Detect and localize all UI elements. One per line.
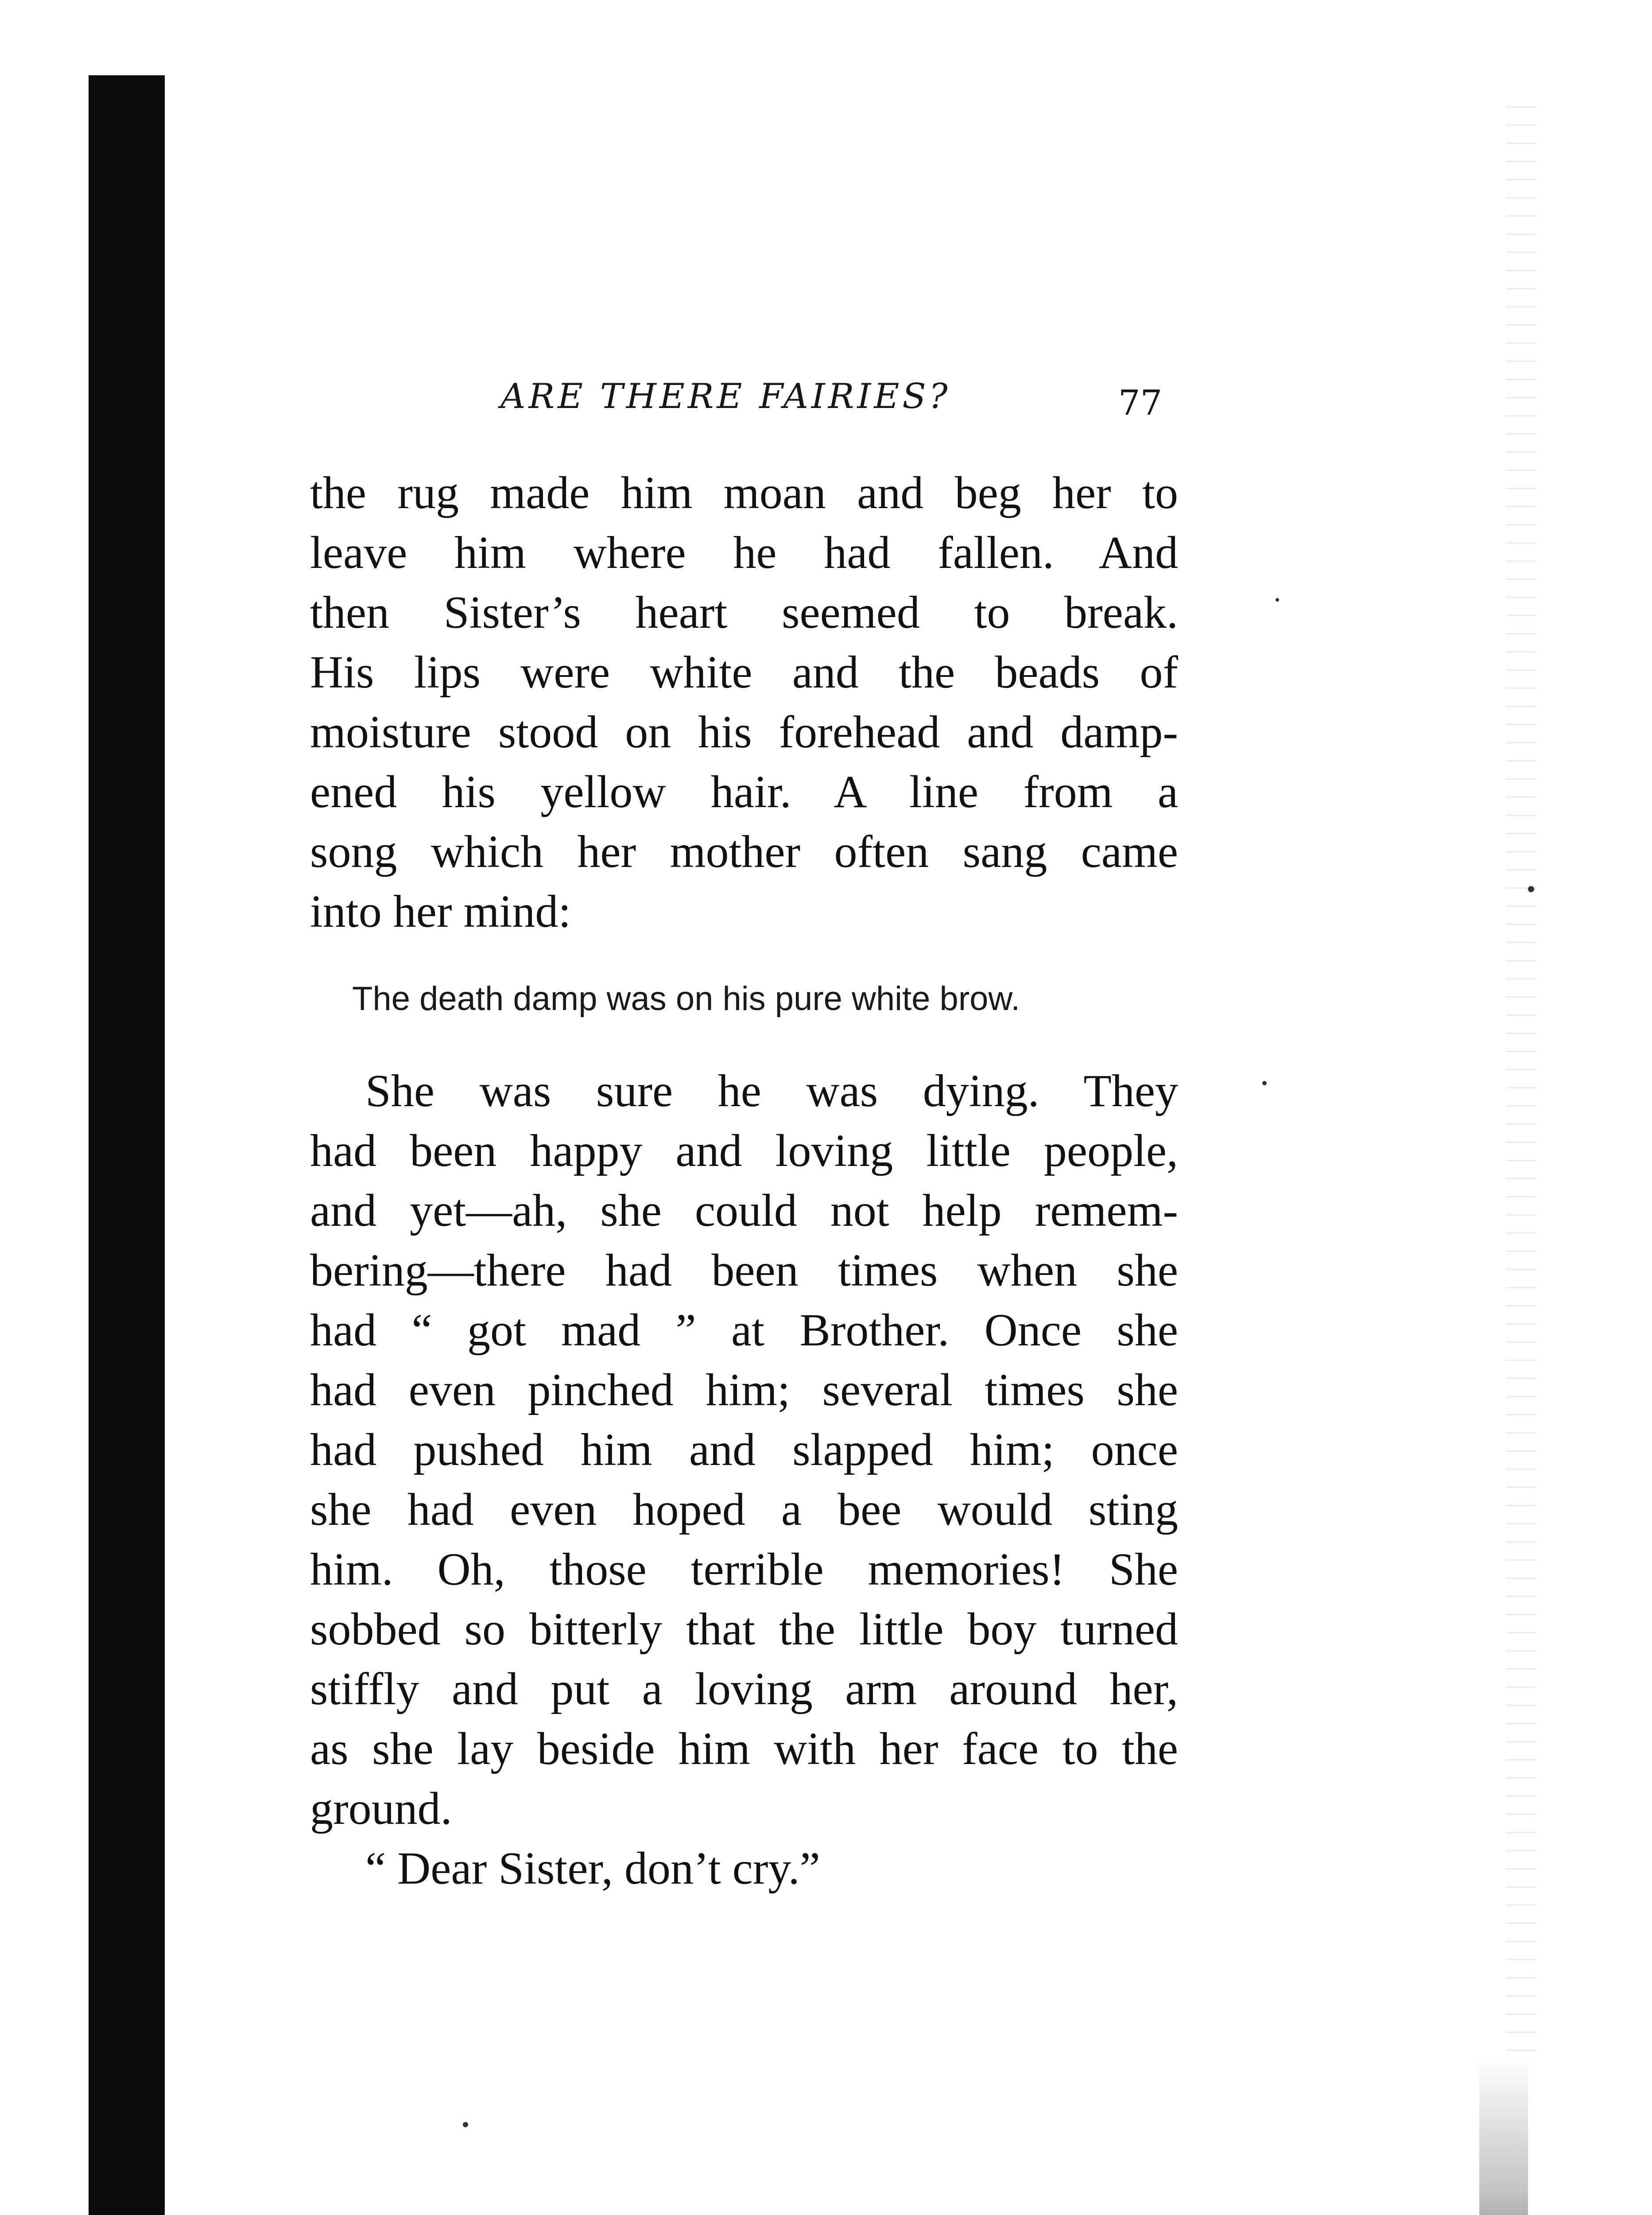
page-number: 77 <box>1118 383 1163 423</box>
text-line: sobbed so bitterly that the little boy turned <box>310 1604 1178 1655</box>
scan-speck <box>463 2122 468 2127</box>
text-line: ground. <box>310 1783 452 1834</box>
scan-edge-shadow <box>1479 2056 1528 2215</box>
text-line: moisture stood on his forehead and damp- <box>310 707 1178 758</box>
text-line: stiffly and put a loving arm around her, <box>310 1663 1178 1714</box>
text-line: had even pinched him; several times she <box>310 1364 1178 1415</box>
text-line: the rug made him moan and beg her to <box>310 467 1178 518</box>
binding-shadow <box>89 75 165 2215</box>
scan-speck <box>1276 598 1279 602</box>
text-line: His lips were white and the beads of <box>310 647 1178 698</box>
text-line: song which her mother often sang came <box>310 826 1178 877</box>
paragraph-two <box>310 1061 1178 1898</box>
text-line: him. Oh, those terrible memories! She <box>310 1544 1178 1595</box>
text-line: she had even hoped a bee would sting <box>310 1484 1178 1535</box>
text-line: “ Dear Sister, don’t cry.” <box>365 1843 820 1894</box>
text-line: into her mind: <box>310 886 571 937</box>
text-line: bering—there had been times when she <box>310 1245 1178 1296</box>
running-head: ARE THERE FAIRIES? <box>500 377 951 416</box>
paragraph-one <box>310 463 1178 941</box>
text-line: and yet—ah, she could not help remem- <box>310 1185 1178 1236</box>
verse-quotation: The death damp was on his pure white brow. <box>352 980 1020 1018</box>
text-line: ened his yellow hair. A line from a <box>310 766 1178 817</box>
text-line: then Sister’s heart seemed to break. <box>310 587 1178 638</box>
text-line: had pushed him and slapped him; once <box>310 1424 1178 1475</box>
text-line: had “ got mad ” at Brother. Once she <box>310 1305 1178 1356</box>
text-line: had been happy and loving little people, <box>310 1125 1178 1176</box>
text-line: She was sure he was dying. They <box>365 1065 1178 1116</box>
text-line: as she lay beside him with her face to the <box>310 1723 1178 1774</box>
scan-speck <box>1528 886 1534 892</box>
text-line: leave him where he had fallen. And <box>310 527 1178 578</box>
scan-edge-noise <box>1506 106 1537 2056</box>
scan-speck <box>1262 1081 1267 1085</box>
